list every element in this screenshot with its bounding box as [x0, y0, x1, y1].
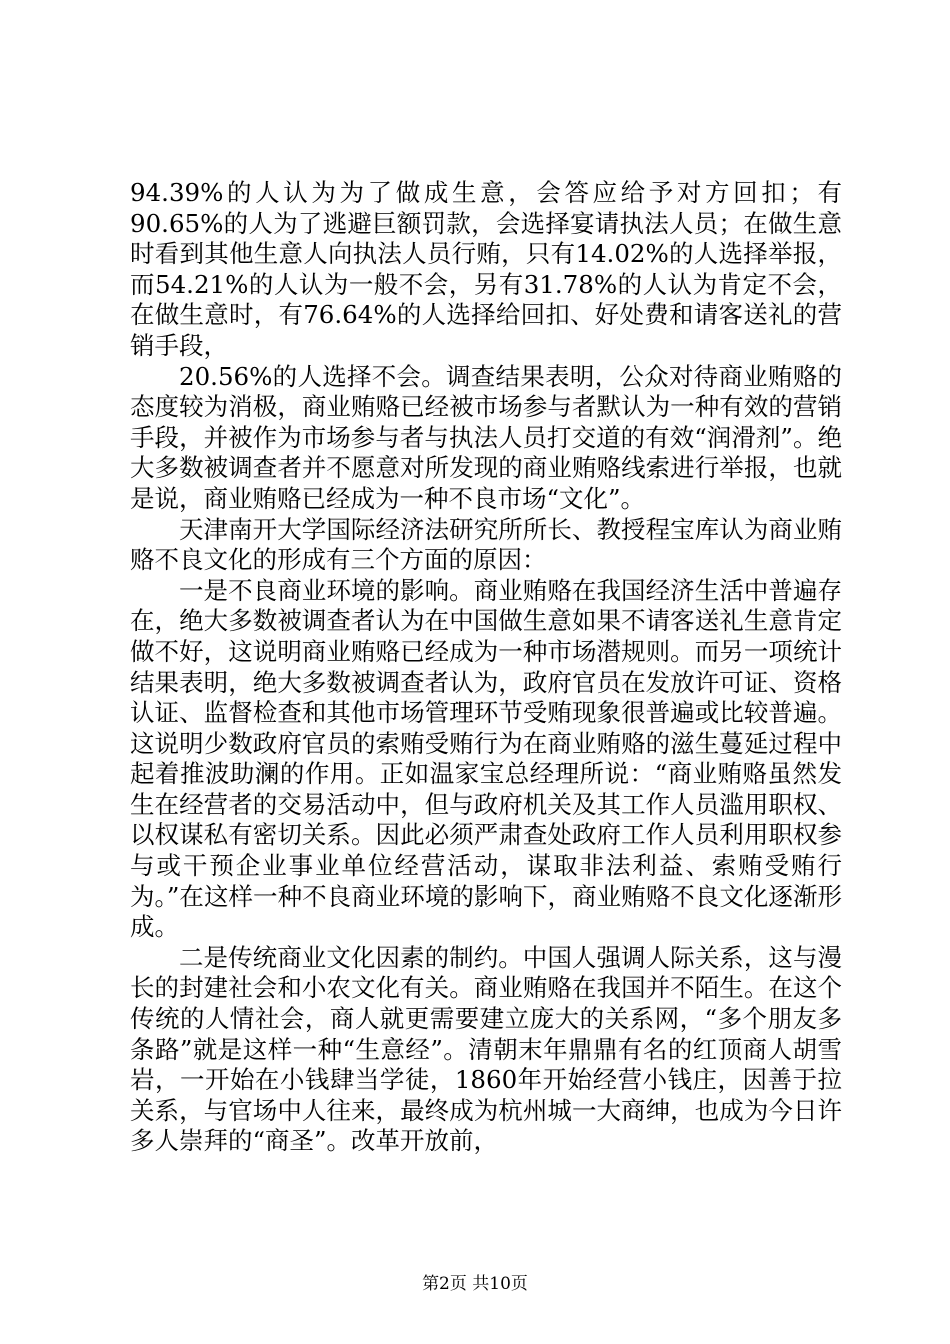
page-footer [0, 1269, 950, 1294]
paragraph-4: 一是不良商业环境的影响。商业贿赂在我国经济生活中普遍存在，绝大多数被调查者认为在中国做生意如果不请客送礼生意肯定做不好，这说明商业贿赂已经成为一种市场潜规则。而另一项统计结果表明，绝大多数被调查者认为，政府官员在发放许可证、资格认证、监督检查和其他市场管理环节受贿现象很普遍或比较普遍。这说明少数政府官员的索贿受贿行为在商业贿赂的滋生蔓延过程中起着推波助澜的作用。正如温家宝总经理所说：“商业贿赂虽然发生在经营者的交易活动中，但与政府机关及其工作人员滥用职权、以权谋私有密切关系。因此必须严肃查处政府工作人员利用职权参与或干预企业事业单位经营活动，谋取非法利益、索贿受贿行为。”在这样一种不良商业环境的影响下，商业贿赂不良文化逐渐形成。 [130, 575, 842, 942]
paragraph-3: 天津南开大学国际经济法研究所所长、教授程宝库认为商业贿赂不良文化的形成有三个方面的原因： [130, 514, 842, 575]
paragraph-2: 20.56%的人选择不会。调查结果表明，公众对待商业贿赂的态度较为消极，商业贿赂已经被市场参与者默认为一种有效的营销手段，并被作为市场参与者与执法人员打交道的有效“润滑剂”。绝大多数被调查者并不愿意对所发现的商业贿赂线索进行举报，也就是说，商业贿赂已经成为一种不良市场“文化”。 [130, 361, 842, 513]
paragraph-1: 94.39%的人认为为了做成生意，会答应给予对方回扣；有90.65%的人为了逃避巨额罚款，会选择宴请执法人员；在做生意时看到其他生意人向执法人员行贿，只有14.02%的人选择举报，而54.21%的人认为一般不会，另有31.78%的人认为肯定不会，在做生意时，有76.64%的人选择给回扣、好处费和请客送礼的营销手段， [130, 178, 842, 360]
page-number: 第2页 共10页 [422, 1274, 528, 1294]
paragraph-5: 二是传统商业文化因素的制约。中国人强调人际关系，这与漫长的封建社会和小农文化有关。商业贿赂在我国并不陌生。在这个传统的人情社会，商人就更需要建立庞大的关系网，“多个朋友多条路”就是这样一种“生意经”。清朝末年鼎鼎有名的红顶商人胡雪岩，一开始在小钱肆当学徒，1860年开始经营小钱庄，因善于拉关系，与官场中人往来，最终成为杭州城一大商绅，也成为今日许多人崇拜的“商圣”。改革开放前， [130, 942, 842, 1156]
document-body [130, 178, 842, 1157]
